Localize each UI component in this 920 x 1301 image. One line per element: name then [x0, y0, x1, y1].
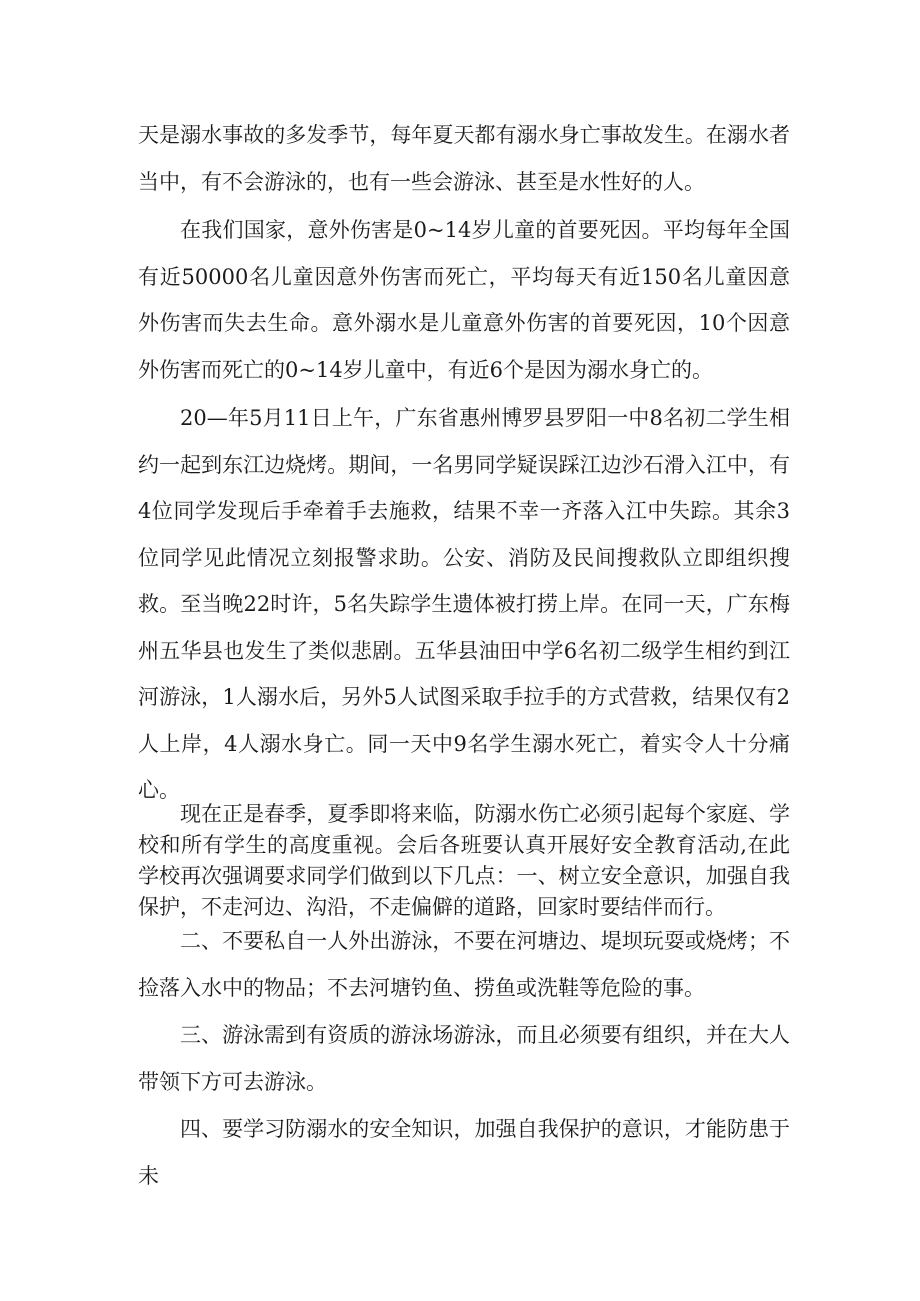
paragraph-rule-three: 三、游泳需到有资质的游泳场游泳，而且必须要有组织，并在大人带领下方可去游泳。	[138, 1023, 790, 1094]
paragraph-safety-requirements: 现在正是春季，夏季即将来临，防溺水伤亡必须引起每个家庭、学校和所有学生的高度重视。会后各班要认真开展好安全教育活动,在此学校再次强调要求同学们做到以下几点：一、树立安全意识，加强自我保护，不走河边、沟沿，不走偏僻的道路，回家时要结伴而行。	[138, 802, 790, 919]
paragraph-rule-two: 二、不要私自一人外出游泳，不要在河塘边、堤坝玩耍或烧烤；不捡落入水中的物品；不去河塘钓鱼、捞鱼或洗鞋等危险的事。	[138, 929, 790, 1000]
paragraph-summer-drowning: 天是溺水事故的多发季节，每年夏天都有溺水身亡事故发生。在溺水者当中，有不会游泳的，也有一些会游泳、甚至是水性好的人。	[138, 123, 790, 194]
paragraph-guangdong-incidents: 20—年5月11日上午，广东省惠州博罗县罗阳一中8名初二学生相约一起到东江边烧烤。期间，一名男同学疑误踩江边沙石滑入江中，有4位同学发现后手牵着手去施救，结果不幸一齐落入江中失踪。其余3位同学见此情况立刻报警求助。公安、消防及民间搜救队立即组织搜救。至当晚22时许，5名失踪学生遗体被打捞上岸。在同一天，广东梅州五华县也发生了类似悲剧。五华县油田中学6名初二级学生相约到江河游泳，1人溺水后，另外5人试图采取手拉手的方式营救，结果仅有2人上岸，4人溺水身亡。同一天中9名学生溺水死亡，着实令人十分痛心。	[138, 406, 790, 802]
paragraph-child-injury-statistics: 在我们国家，意外伤害是0~14岁儿童的首要死因。平均每年全国有近50000名儿童因意外伤害而死亡，平均每天有近150名儿童因意外伤害而失去生命。意外溺水是儿童意外伤害的首要死因，10个因意外伤害而死亡的0~14岁儿童中，有近6个是因为溺水身亡的。	[138, 218, 790, 382]
paragraph-rule-four: 四、要学习防溺水的安全知识，加强自我保护的意识，才能防患于未	[138, 1117, 790, 1188]
